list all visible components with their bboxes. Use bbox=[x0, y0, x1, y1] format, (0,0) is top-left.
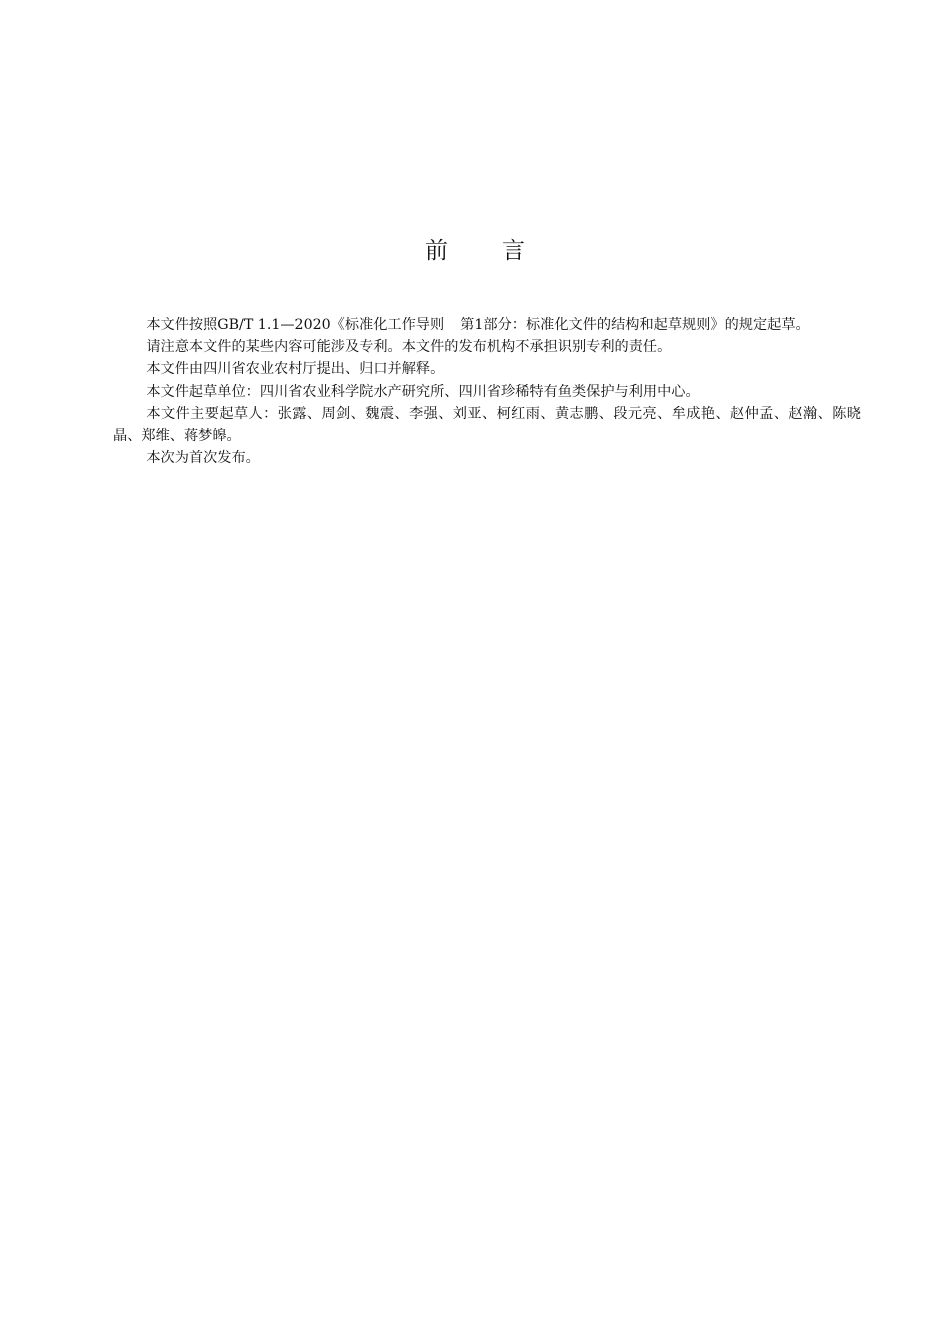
paragraph-proposer: 本文件由四川省农业农村厅提出、归口并解释。 bbox=[146, 361, 445, 378]
title-char-1: 前 bbox=[425, 238, 448, 264]
drafting-rules-part-2: 第1部分：标准化文件的结构和起草规则》的规定起草。 bbox=[460, 317, 810, 333]
drafting-rules-part-1: 本文件按照GB/T 1.1—2020《标准化工作导则 bbox=[146, 317, 445, 333]
paragraph-drafting-units: 本文件起草单位：四川省农业科学院水产研究所、四川省珍稀特有鱼类保护与利用中心。 bbox=[146, 383, 700, 400]
paragraph-drafting-rules bbox=[113, 314, 861, 336]
paragraph-first-release: 本次为首次发布。 bbox=[146, 450, 260, 467]
paragraph-patent-notice: 请注意本文件的某些内容可能涉及专利。本文件的发布机构不承担识别专利的责任。 bbox=[146, 339, 672, 356]
title-char-2: 言 bbox=[502, 238, 525, 264]
paragraph-drafters: 本文件主要起草人：张露、周剑、魏震、李强、刘亚、柯红雨、黄志鹏、段元亮、牟成艳、赵仲孟、赵瀚、陈晓晶、郑维、蒋梦皞。 bbox=[113, 405, 861, 445]
foreword-body bbox=[113, 314, 861, 469]
foreword-title bbox=[0, 236, 950, 266]
